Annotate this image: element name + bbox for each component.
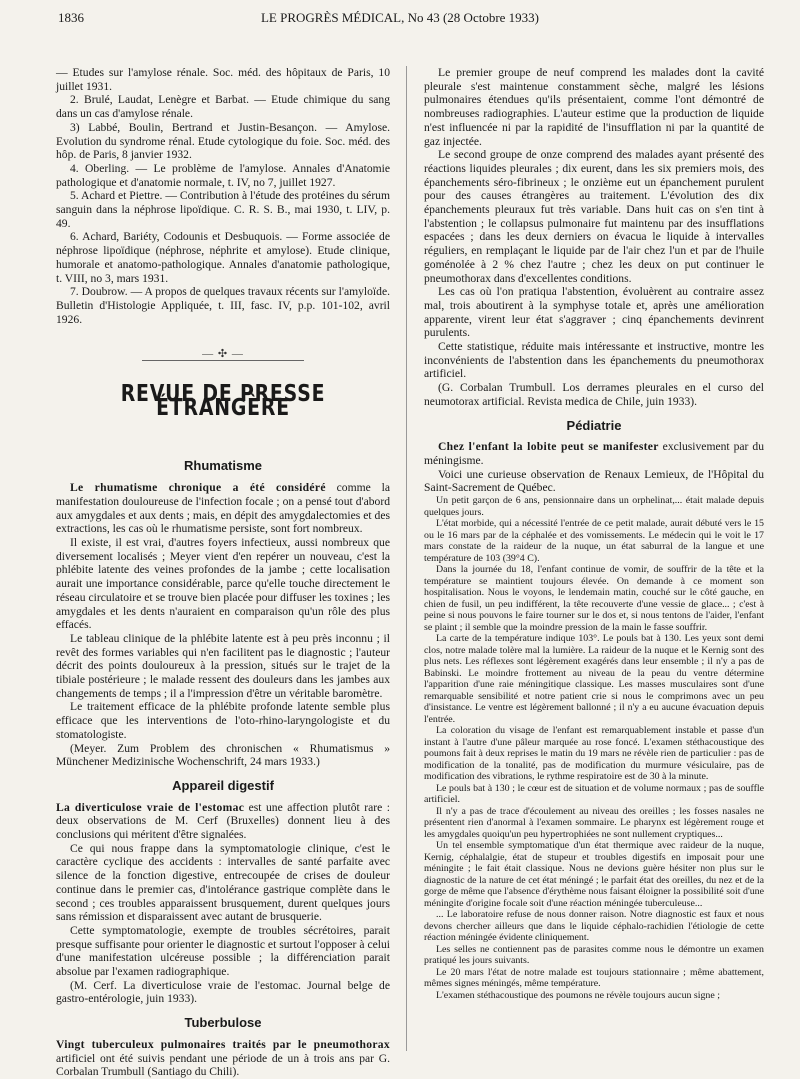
page-header bbox=[0, 8, 800, 34]
paragraph: Le rhumatisme chronique a été considéré comme la manifestation douloureuse de l'infection focale ; on a pensé tout d'abord aux amygdales et aux dents ; mais, en dépit des amygdalectomies et des extractions, les cas où le rhumatisme persiste, sont fort nombreux. bbox=[56, 481, 390, 536]
paragraph: Le tableau clinique de la phlébite latente est à peu près inconnu ; il revêt des formes variables qui n'en facilitent pas le diagnostic ; l'auteur décrit des points douloureux à la pression, situés sur le trajet de la tibiale postérieure ; le malade ressent des douleurs dans les jambes aux changements de temps ; il a l'impression d'être un véritable baromètre. bbox=[56, 631, 390, 700]
paragraph: Le traitement efficace de la phlébite profonde latente semble plus efficace que les interventions de l'oto-rhino-laryngologiste et du stomatologiste. bbox=[56, 700, 390, 741]
paragraph: Le second groupe de onze comprend des malades ayant présenté des réactions liquides pleurales ; dix eurent, dans les six premiers mois, des épanchements séro-fibrineux ; le onzième eut un épanchement purulent pour des causes étrangères au traitement. L'évolution des dix épanchements pleuraux fut très variable. Dans huit cas on s'en tint à l'abstention ; le collapsus pulmonaire fut maintenu par des insufflations espacées ; dans les deux derniers on évacua le liquide à intervalles réguliers, en remplaçant le liquide par de l'air chez l'un et par de l'huile goménolée à 2 % chez l'autre ; chez les deux on put continuer le pneumothorax dans d'excellentes conditions. bbox=[424, 148, 764, 285]
quote-paragraph: ... Le laboratoire refuse de nous donner raison. Notre diagnostic est faux et nous devons chercher ailleurs que dans le liquide céphalo-rachidien l'étiologie de cette réaction méningée évidente cliniquement. bbox=[424, 909, 764, 944]
source-citation: (Meyer. Zum Problem des chronischen « Rhumatismus » Münchener Medizinische Wochenschrift, 24 mars 1933.) bbox=[56, 741, 390, 769]
paragraph: Voici une curieuse observation de Renaux Lemieux, de l'Hôpital du Saint-Sacrement de Québec. bbox=[424, 467, 764, 495]
quote-paragraph: Il n'y a pas de trace d'écoulement au niveau des oreilles ; les fosses nasales ne présentent rien d'anormal à l'examen sommaire. Le pharynx est légèrement rouge et les amygdales quoiqu'un peu hypertrophiées ne sont nullement cryptiques... bbox=[424, 805, 764, 840]
reference-item: 2. Brulé, Laudat, Lenègre et Barbat. — Etude chimique du sang dans un cas d'amylose rénale. bbox=[56, 93, 390, 121]
quote-paragraph: La coloration du visage de l'enfant est remarquablement instable et passe d'un instant à l'autre d'une pâleur marquée au rose foncé. L'examen stéthacoustique des poumons fait à deux reprises le matin du 19 mars ne révèle rien de particulier : pas de modification de la tonalité, pas de modification du murmure vésiculaire, pas de modification des vibrations, le rythme respiratoire est de 30 à la minute. bbox=[424, 725, 764, 783]
paragraph: Il existe, il est vrai, d'autres foyers infectieux, aussi nombreux que diversement localisés ; Meyer vient d'en repérer un nouveau, c'est la phlébite latente des veines profondes de la jambe ; cette localisation aurait une importance considérable, parce qu'elle touche directement le réseau circulatoire et se trouve bien placée pour diffuser les toxines ; les amygdales et les dents n'auraient en comparaison qu'un rôle des plus effacés. bbox=[56, 535, 390, 632]
reference-item: 4. Oberling. — Le problème de l'amylose. Annales d'Anatomie pathologique et d'anatomie normale, t. IV, no 7, juillet 1927. bbox=[56, 161, 390, 189]
paragraph: Cette symptomatologie, exempte de troubles sécrétoires, parait presque suffisante pour orienter le diagnostic et surtout l'opposer à celui d'une manifestation ulcéreuse possible ; la différenciation parait absolue par l'examen radiographique. bbox=[56, 923, 390, 979]
quote-paragraph: La carte de la température indique 103°. Le pouls bat à 130. Les yeux sont demi clos, notre malade tolère mal la lumière. La raideur de la nuque et le Kernig sont des plus nets. Les réflexes sont légèrement exagérés dans leur ensemble ; il n'y a pas de Babinski. Le moindre frottement au niveau de la peau du ventre détermine l'apparition d'une raie méningitique classique. Les masses musculaires sont d'une remarquable sensibilité et notre patient crie si nous le comprimons avec un peu d'insistance. Le ventre est légèrement ballonné ; il n'y a eu aucune évacuation depuis l'entrée. bbox=[424, 633, 764, 725]
case-report-quote bbox=[424, 495, 764, 1001]
paragraph: Le premier groupe de neuf comprend les malades dont la cavité pleurale s'est maintenue constamment sèche, malgré les lésions pulmonaires étendues qu'ils présentaient, comme l'ont démontré de nombreuses radiographies. L'auteur estime que la production de liquide n'est influencée ni par la rapidité de l'insufflation ni par la quantité de gaz injectée. bbox=[424, 66, 764, 148]
paragraph: Chez l'enfant la lobite peut se manifester exclusivement par du méningisme. bbox=[424, 440, 764, 467]
source-citation: (G. Corbalan Trumbull. Los derrames pleurales en el curso del neumotorax artificial. Revista medica de Chile, juin 1933). bbox=[424, 381, 764, 408]
reference-item: — Etudes sur l'amylose rénale. Soc. méd. des hôpitaux de Paris, 10 juillet 1931. bbox=[56, 66, 390, 93]
section-heading-rhumatisme: Rhumatisme bbox=[183, 458, 263, 474]
section-heading-tuberculose: Tuberbulose bbox=[184, 1015, 262, 1031]
reference-item: 7. Doubrow. — A propos de quelques travaux récents sur l'amyloïde. Bulletin d'Histologie Appliquée, t. III, fasc. IV, p.p. 101-102, avril 1926. bbox=[56, 285, 390, 326]
quote-paragraph: Les selles ne contiennent pas de parasites comme nous le démontre un examen pratiqué les jours suivants. bbox=[424, 943, 764, 967]
rubric-title: REVUE DE PRESSE ÉTRANGÈRE bbox=[120, 381, 326, 421]
reference-item: 3) Labbé, Boulin, Bertrand et Justin-Besançon. — Amylose. Evolution du syndrome rénal. Etude cytologique du foie. Soc. méd. des hôp. de Paris, 8 janvier 1932. bbox=[56, 120, 390, 162]
reference-item: 5. Achard et Piettre. — Contribution à l'étude des protéines du sérum sanguin dans la néphrose lipoïdique. C. R. S. B., mai 1930, t. LIV, p. 49. bbox=[56, 189, 390, 230]
quote-paragraph: L'état morbide, qui a nécessité l'entrée de ce petit malade, aurait débuté vers le 15 ou le 16 mars par de la céphalée et des vomissements. Le médecin qui le voit le 17 mars constate de la raideur de la nuque, un état saburral de la langue et une température de 103 (39°4 C). bbox=[424, 518, 764, 564]
quote-paragraph: Le 20 mars l'état de notre malade est toujours stationnaire ; même abattement, mêmes signes méningés, même température. bbox=[424, 966, 764, 990]
page-number: 1836 bbox=[58, 10, 84, 25]
left-column bbox=[56, 66, 390, 1079]
reference-item: 6. Achard, Bariéty, Codounis et Desbuquois. — Forme associée de néphrose lipoïdique (néphrose, néphrite et amylose). Etude clinique, humorale et anatomo-pathologique. Annales d'anatomie pathologique, t. VIII, no 3, mars 1931. bbox=[56, 230, 390, 285]
paragraph: Les cas où l'on pratiqua l'abstention, évoluèrent au contraire assez mal, trois aboutirent à la symphyse totale et, après une amélioration apparente, virent leur état s'aggraver ; cinq épanchements devinrent purulents. bbox=[424, 285, 764, 340]
quote-paragraph: L'examen stéthacoustique des poumons ne révèle toujours aucun signe ; bbox=[436, 989, 720, 1001]
paragraph: La diverticulose vraie de l'estomac est une affection plutôt rare : deux observations de M. Cerf (Bruxelles) donnent lieu à des conclusions qui méritent d'être signalées. bbox=[56, 800, 390, 842]
section-heading-pediatrie: Pédiatrie bbox=[566, 417, 622, 433]
quote-paragraph: Un petit garçon de 6 ans, pensionnaire dans un orphelinat,... était malade depuis quelques jours. bbox=[424, 495, 764, 518]
paragraph: Ce qui nous frappe dans la symptomatologie clinique, c'est le caractère cyclique des accidents : intervalles de santé parfaite avec silence de la fonction digestive, entrecoupée de crises de douleur continue dans le premier cas, d'intolérance gastrique complète dans le second ; ces troubles apparaissent brusquement, durent quelques jours sans rémission et disparaissent avec autant de brusquerie. bbox=[56, 841, 390, 924]
source-citation: (M. Cerf. La diverticulose vraie de l'estomac. Journal belge de gastro-entérologie, juin 1933). bbox=[56, 978, 390, 1006]
column-divider bbox=[406, 66, 407, 1051]
quote-paragraph: Le pouls bat à 130 ; le cœur est de situation et de volume normaux ; pas de souffle artificiel. bbox=[424, 782, 764, 806]
right-column bbox=[424, 66, 764, 1051]
section-ornament: — ✣ — bbox=[56, 348, 390, 362]
quote-paragraph: Un tel ensemble symptomatique d'un état thermique avec raideur de la nuque, Kernig, céphalalgie, état de stupeur et troubles digestifs en imposait pour une méningite ; le fait était classique. Nous ne devions guère hésiter non plus sur le diagnostic de la nature de cet état méningé ; le parfait état des oreilles, du nez et de la gorge de même que l'absence d'érythème nous faisant éloigner la possibilité soit d'une méningite d'origine focale soit d'une réaction méningée tuberculeuse... bbox=[424, 840, 764, 909]
paragraph: Cette statistique, réduite mais intéressante et instructive, montre les inconvénients de l'abstention dans les épanchements du pneumothorax artificiel. bbox=[424, 340, 764, 381]
quote-paragraph: Dans la journée du 18, l'enfant continue de vomir, de souffrir de la tête et la température se maintient toujours élevée. On demande à ce moment son hospitalisation. Nous le voyons, le lendemain matin, couché sur le côté gauche, en chien de fusil, un peu indifférent, la tête recouverte d'une vessie de glace... ; c'est à peine si nous pouvons le faire tourner sur le dos et, si nous tentons de l'aider, l'enfant se plaint ; il semble que la moindre pression de la main le fasse souffrir. bbox=[424, 564, 764, 633]
running-title: LE PROGRÈS MÉDICAL, No 43 (28 Octobre 1933) bbox=[260, 10, 540, 25]
section-heading-appareil-digestif: Appareil digestif bbox=[172, 777, 274, 793]
paragraph: Vingt tuberculeux pulmonaires traités par le pneumothorax artificiel ont été suivis pendant une période de un à trois ans par G. Corbalan Trumbull (Santiago du Chili). bbox=[56, 1037, 390, 1079]
